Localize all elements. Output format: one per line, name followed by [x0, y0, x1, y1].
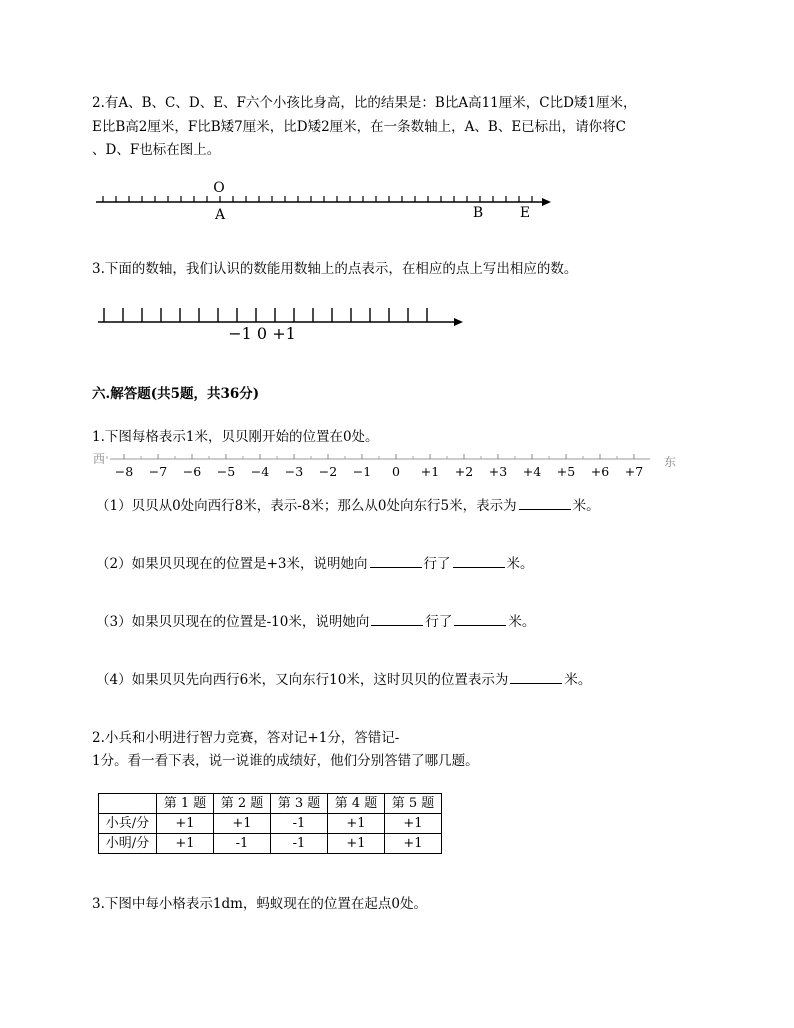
score-cell: +1 [328, 814, 385, 834]
q2-label-e: E [519, 205, 531, 221]
q3-axis-arrow [454, 318, 463, 326]
p1-intro: 1.下图每格表示1米，贝贝刚开始的位置在0处。 [92, 429, 379, 445]
p1-s3-text: （3）如果贝贝现在的位置是-10米，说明她向 [96, 614, 370, 630]
score-table [98, 793, 442, 854]
p1-tick-label: +3 [488, 464, 508, 479]
q2-axis-arrow [542, 198, 551, 206]
p3-text: 3.下图中每小格表示1dm，蚂蚁现在的位置在起点0处。 [92, 896, 428, 912]
header-cell: 第 3 题 [271, 794, 328, 814]
q2-label-b: B [472, 205, 484, 221]
q3-label-zero: 0 [256, 324, 268, 343]
p1-tick-label: 0 [392, 464, 400, 479]
score-cell: -1 [271, 814, 328, 834]
row-label: 小明/分 [99, 834, 157, 854]
p1-subquestion-4 [96, 669, 591, 691]
score-cell: +1 [385, 814, 442, 834]
p1-s1-answer-blank[interactable] [519, 495, 571, 510]
score-table-header-row [99, 794, 442, 814]
p1-s3-mid: 行了 [425, 614, 453, 630]
q2-text-line2: E比B高2厘米，F比B矮7厘米，比D矮2厘米，在一条数轴上，A、B、E已标出，请你将C [92, 119, 627, 135]
p1-s2-direction-blank[interactable] [370, 553, 422, 568]
p1-tick-label: −2 [318, 464, 338, 479]
section-title: 六.解答题(共5题，共36分) [92, 386, 260, 402]
score-cell: +1 [157, 814, 214, 834]
p1-tick-label: +7 [624, 464, 644, 479]
p1-subquestion-1 [96, 495, 600, 517]
p2-text-line2: 1分。看一看下表，说一说谁的成绩好，他们分别答错了哪几题。 [92, 753, 479, 769]
p2-text-line1: 2.小兵和小明进行智力竞赛，答对记+1分，答错记- [92, 730, 400, 746]
row-label: 小兵/分 [99, 814, 157, 834]
p1-tick-label: −4 [250, 464, 270, 479]
p1-s2-distance-blank[interactable] [453, 553, 505, 568]
q2-label-o: O [213, 180, 225, 196]
p1-s4-answer-blank[interactable] [510, 669, 562, 684]
p1-subquestion-2 [96, 553, 534, 575]
score-cell: -1 [214, 834, 271, 854]
p1-tick-label: +2 [454, 464, 474, 479]
p1-s4-unit: 米。 [564, 672, 592, 688]
header-cell: 第 1 题 [157, 794, 214, 814]
q3-text: 3.下面的数轴，我们认识的数能用数轴上的点表示，在相应的点上写出相应的数。 [92, 261, 578, 277]
score-cell: +1 [214, 814, 271, 834]
q2-label-a: A [214, 207, 226, 223]
header-cell: 第 5 题 [385, 794, 442, 814]
p1-s2-text: （2）如果贝贝现在的位置是+3米，说明她向 [96, 556, 368, 572]
q3-label-plus-one: +1 [272, 324, 296, 343]
q3-label-minus-one: −1 [228, 324, 252, 343]
header-cell: 第 4 题 [328, 794, 385, 814]
p1-tick-label: −3 [284, 464, 304, 479]
p1-tick-label: −5 [216, 464, 236, 479]
q2-text-line3: 、D、F也标在图上。 [92, 142, 221, 158]
p1-s3-direction-blank[interactable] [371, 611, 423, 626]
p1-east-label: 东 [664, 455, 677, 469]
score-cell: -1 [271, 834, 328, 854]
header-cell: 第 2 题 [214, 794, 271, 814]
p1-tick-label: −1 [352, 464, 372, 479]
p1-tick-label: −7 [148, 464, 168, 479]
p1-tick-label: +4 [522, 464, 542, 479]
q2-text-line1: 2.有A、B、C、D、E、F六个小孩比身高，比的结果是：B比A高11厘米，C比D矮1厘米， [92, 95, 637, 111]
p1-s1-text: （1）贝贝从0处向西行8米，表示-8米；那么从0处向东行5米，表示为 [96, 498, 517, 514]
score-cell: +1 [385, 834, 442, 854]
p1-s2-unit: 米。 [506, 556, 534, 572]
p1-s3-unit: 米。 [508, 614, 536, 630]
score-cell: +1 [328, 834, 385, 854]
p1-tick-label: +1 [420, 464, 440, 479]
header-cell [99, 794, 157, 814]
p1-tick-label: −8 [114, 464, 134, 479]
p1-s4-text: （4）如果贝贝先向西行6米，又向东行10米，这时贝贝的位置表示为 [96, 672, 509, 688]
p1-subquestion-3 [96, 611, 535, 633]
p1-s2-mid: 行了 [423, 556, 451, 572]
p1-tick-label: +6 [590, 464, 610, 479]
p1-tick-label: −6 [182, 464, 202, 479]
p1-s3-distance-blank[interactable] [454, 611, 506, 626]
p1-west-label: 西 [93, 452, 106, 466]
table-row [99, 814, 442, 834]
score-cell: +1 [157, 834, 214, 854]
table-row [99, 834, 442, 854]
p1-number-line [107, 454, 650, 479]
p1-s1-unit: 米。 [572, 498, 600, 514]
p1-tick-label: +5 [556, 464, 576, 479]
